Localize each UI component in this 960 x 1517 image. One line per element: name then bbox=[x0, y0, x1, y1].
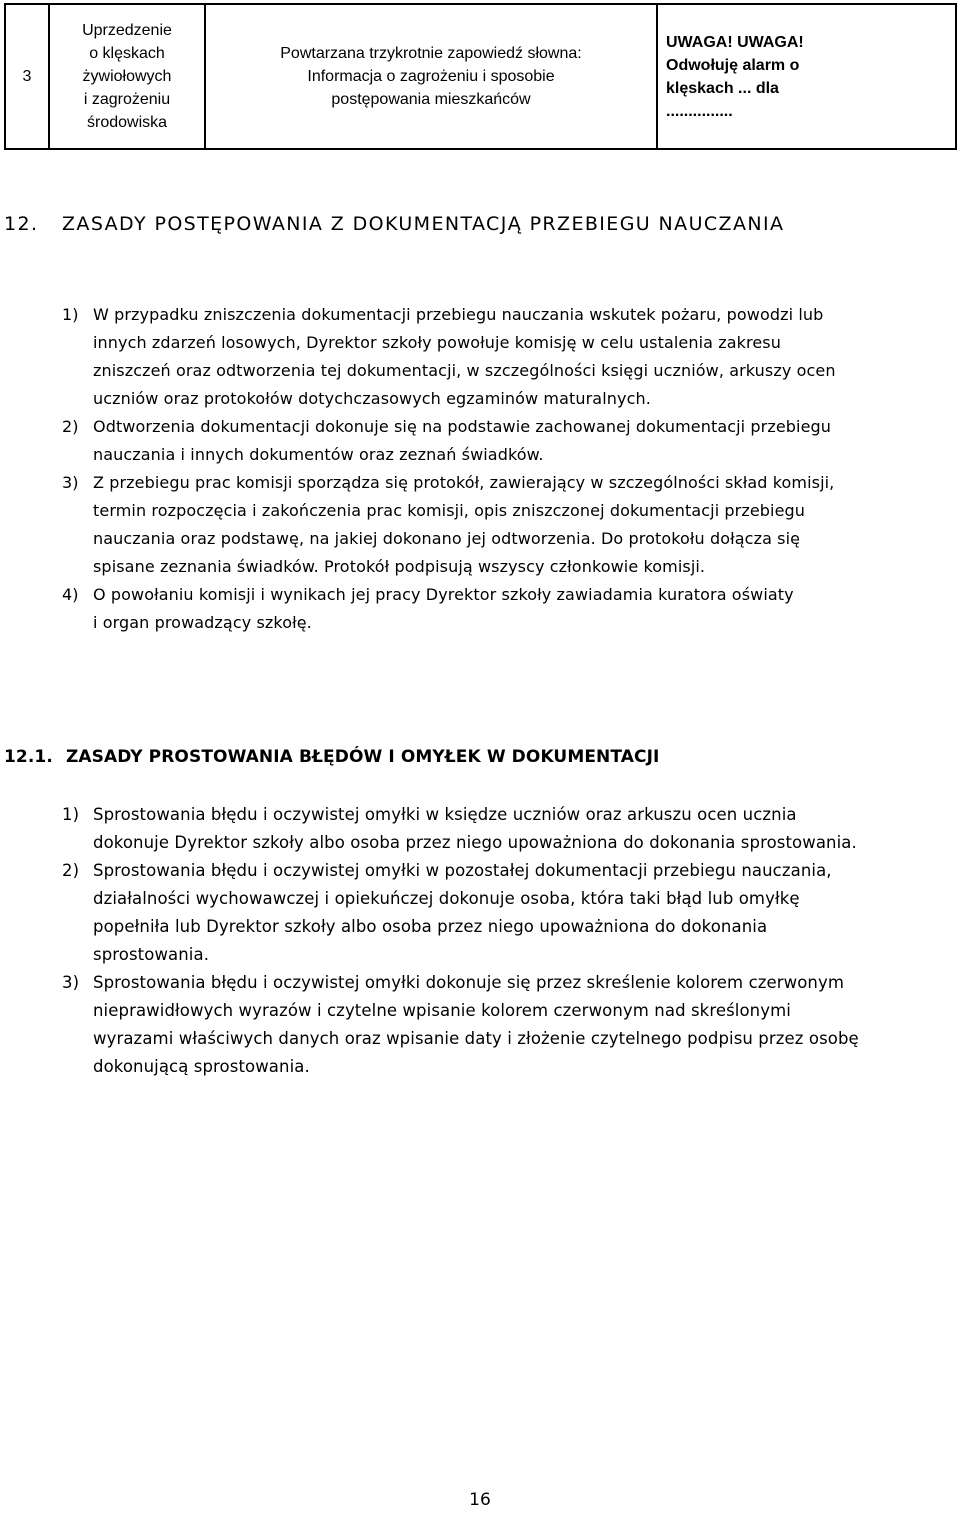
list-item-number: 1) bbox=[62, 305, 79, 324]
table-row-number: 3 bbox=[5, 4, 49, 149]
section-number: 12.1. bbox=[4, 747, 53, 767]
list-item-line: spisane zeznania świadków. Protokół podpisują wszyscy członkowie komisji. bbox=[93, 557, 706, 576]
page-number: 16 bbox=[469, 1490, 491, 1510]
list-item-number: 3) bbox=[62, 973, 80, 992]
title-line: Uprzedzenie bbox=[82, 22, 172, 39]
section-number: 12. bbox=[4, 213, 39, 235]
list-item bbox=[62, 413, 957, 469]
list-item bbox=[62, 581, 957, 637]
list-item-number: 1) bbox=[62, 805, 80, 824]
list-item bbox=[62, 857, 957, 969]
list-item-line: Sprostowania błędu i oczywistej omyłki w księdze uczniów oraz arkuszu ocen ucznia bbox=[93, 805, 797, 824]
list-item-line: uczniów oraz protokołów dotychczasowych egzaminów maturalnych. bbox=[93, 389, 651, 408]
table-row-title bbox=[49, 4, 205, 149]
list-item-line: działalności wychowawczej i opiekuńczej dokonuje osoba, która taki błąd lub omyłkę bbox=[93, 889, 800, 908]
list-item-line: sprostowania. bbox=[93, 945, 210, 964]
list-item-line: nauczania i innych dokumentów oraz zeznań świadków. bbox=[93, 445, 544, 464]
list-item-number: 2) bbox=[62, 417, 79, 436]
list-item-line: i organ prowadzący szkołę. bbox=[93, 613, 312, 632]
alarm-line: ............... bbox=[666, 102, 733, 120]
section-title: ZASADY PROSTOWANIA BŁĘDÓW I OMYŁEK W DOKUMENTACJI bbox=[66, 747, 660, 767]
section-12-1-heading bbox=[4, 747, 659, 767]
list-item-line: dokonuje Dyrektor szkoły albo osoba przez niego upoważniona do dokonania sprostowania. bbox=[93, 833, 857, 852]
list-item-line: Sprostowania błędu i oczywistej omyłki w pozostałej dokumentacji przebiegu nauczania, bbox=[93, 861, 832, 880]
list-item bbox=[62, 801, 957, 857]
section-12-heading bbox=[4, 213, 784, 235]
table-row-description bbox=[205, 4, 657, 149]
list-item bbox=[62, 469, 957, 581]
alarm-signals-table bbox=[4, 3, 957, 150]
list-item-line: Sprostowania błędu i oczywistej omyłki dokonuje się przez skreślenie kolorem czerwonym bbox=[93, 973, 845, 992]
title-line: środowiska bbox=[86, 114, 168, 131]
description-line: Powtarzana trzykrotnie zapowiedź słowna: bbox=[280, 45, 582, 62]
list-item-number: 4) bbox=[62, 585, 79, 604]
list-item-line: dokonującą sprostowania. bbox=[93, 1057, 310, 1076]
list-item-line: popełniła lub Dyrektor szkoły albo osoba przez niego upoważniona do dokonania bbox=[93, 917, 768, 936]
description-line: postępowania mieszkańców bbox=[331, 91, 531, 108]
description-line: Informacja o zagrożeniu i sposobie bbox=[307, 68, 555, 85]
section-12-1-list bbox=[62, 801, 957, 1081]
list-item-line: zniszczeń oraz odtworzenia tej dokumentacji, w szczególności księgi uczniów, arkuszy ocen bbox=[93, 361, 836, 380]
list-item bbox=[62, 969, 957, 1081]
list-item-number: 3) bbox=[62, 473, 79, 492]
alarm-line: UWAGA! UWAGA! bbox=[666, 33, 804, 51]
list-item-line: Z przebiegu prac komisji sporządza się protokół, zawierający w szczególności skład komisji, bbox=[93, 473, 835, 492]
table-row bbox=[5, 4, 956, 149]
section-12-list bbox=[62, 301, 957, 637]
table-row-alarm-text bbox=[657, 4, 956, 149]
list-item-number: 2) bbox=[62, 861, 80, 880]
list-item-line: W przypadku zniszczenia dokumentacji przebiegu nauczania wskutek pożaru, powodzi lub bbox=[93, 305, 824, 324]
list-item-line: O powołaniu komisji i wynikach jej pracy Dyrektor szkoły zawiadamia kuratora oświaty bbox=[93, 585, 794, 604]
list-item-line: wyrazami właściwych danych oraz wpisanie daty i złożenie czytelnego podpisu przez osobę bbox=[93, 1029, 859, 1048]
section-title: ZASADY POSTĘPOWANIA Z DOKUMENTACJĄ PRZEBIEGU NAUCZANIA bbox=[62, 213, 785, 235]
list-item-line: termin rozpoczęcia i zakończenia prac komisji, opis zniszczonej dokumentacji przebiegu bbox=[93, 501, 806, 520]
title-line: żywiołowych bbox=[82, 68, 172, 85]
title-line: i zagrożeniu bbox=[83, 91, 171, 108]
list-item-line: nieprawidłowych wyrazów i czytelne wpisanie kolorem czerwonym nad skreślonymi bbox=[93, 1001, 791, 1020]
title-line: o klęskach bbox=[89, 45, 165, 62]
list-item-line: innych zdarzeń losowych, Dyrektor szkoły powołuje komisję w celu ustalenia zakresu bbox=[93, 333, 781, 352]
alarm-line: klęskach ... dla bbox=[666, 79, 779, 97]
list-item-line: nauczania oraz podstawę, na jakiej dokonano jej odtworzenia. Do protokołu dołącza się bbox=[93, 529, 801, 548]
list-item bbox=[62, 301, 957, 413]
alarm-line: Odwołuję alarm o bbox=[666, 56, 800, 74]
list-item-line: Odtworzenia dokumentacji dokonuje się na podstawie zachowanej dokumentacji przebiegu bbox=[93, 417, 832, 436]
